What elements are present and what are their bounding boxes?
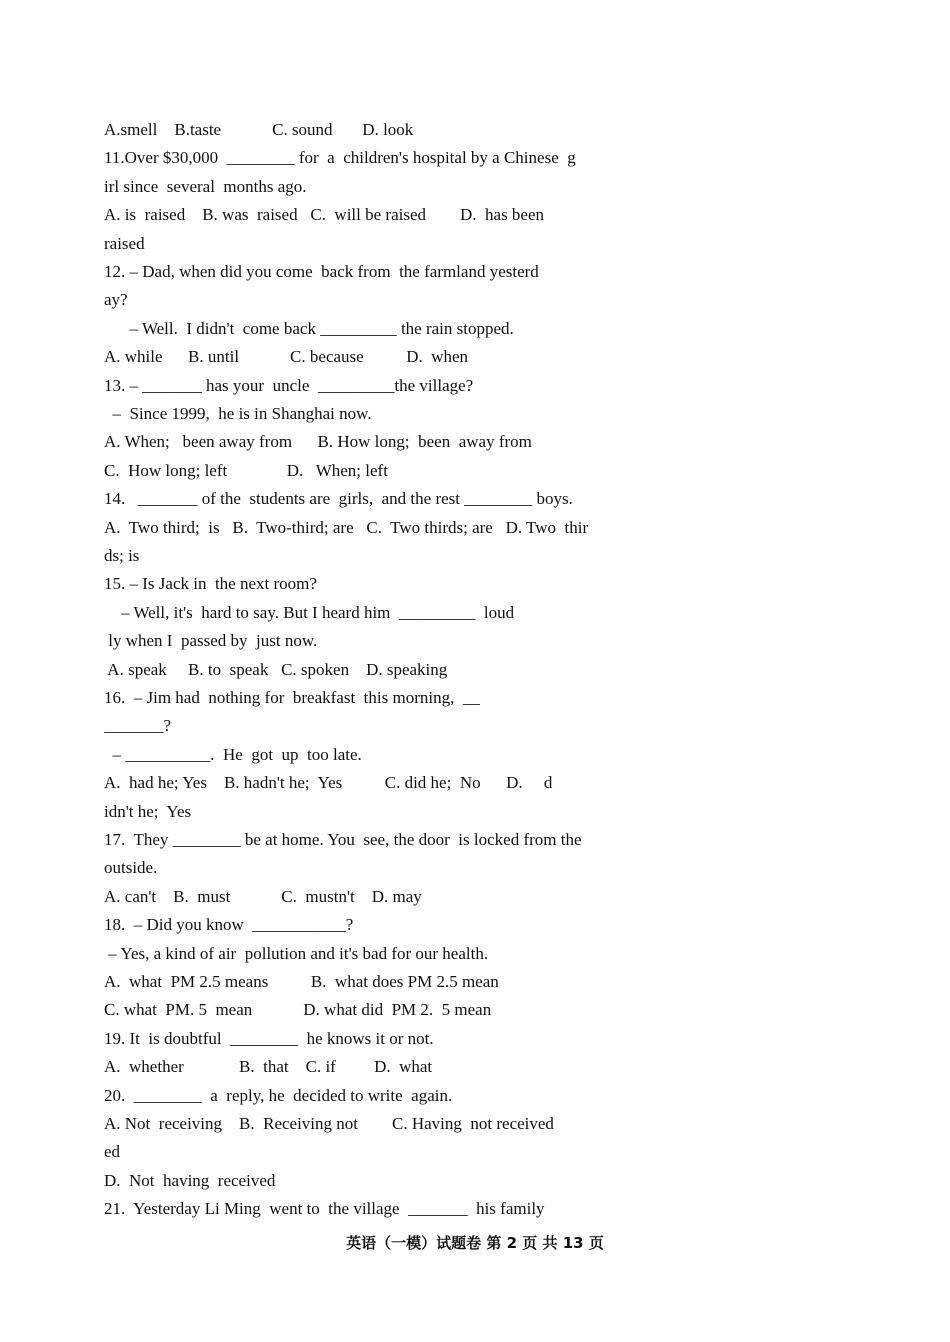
text-line: 16. – Jim had nothing for breakfast this morning, __ xyxy=(104,688,480,707)
text-line: 12. – Dad, when did you come back from the farmland yesterd xyxy=(104,262,539,281)
text-line: – Well, it's hard to say. But I heard him _________ loud xyxy=(104,602,515,622)
text-line: ay? xyxy=(104,290,128,310)
text-line: 18. – Did you know ___________? xyxy=(104,915,354,935)
text-line: A.smell B.taste C. sound D. look xyxy=(104,120,414,139)
text-line: – Well. I didn't come back _________ the rain stopped. xyxy=(104,318,514,338)
text-line: A. When; been away from B. How long; been away from xyxy=(104,432,532,452)
text-line: C. How long; left D. When; left xyxy=(104,460,388,480)
page-footer: 英语（一模）试题卷 第 2 页 共 13 页 xyxy=(346,1234,604,1252)
text-line: – Yes, a kind of air pollution and it's bad for our health. xyxy=(104,943,489,963)
text-line: ly when I passed by just now. xyxy=(104,631,318,651)
text-line: 11.Over $30,000 ________ for a children's hospital by a Chinese g xyxy=(104,148,576,168)
text-line: 21. Yesterday Li Ming went to the village _______ his family xyxy=(104,1199,545,1219)
text-line: A. is raised B. was raised C. will be raised D. has been xyxy=(104,205,545,225)
text-line: A. Two third; is B. Two-third; are C. Two thirds; are D. Two thir xyxy=(104,517,589,537)
text-line: – Since 1999, he is in Shanghai now. xyxy=(104,404,372,423)
text-line: A. speak B. to speak C. spoken D. speaking xyxy=(104,659,448,679)
text-line: C. what PM. 5 mean D. what did PM 2. 5 mean xyxy=(104,1000,492,1020)
text-line: 13. – _______ has your uncle _________the village? xyxy=(104,375,474,395)
text-line: 19. It is doubtful ________ he knows it or not. xyxy=(104,1028,434,1048)
text-line: A. whether B. that C. if D. what xyxy=(104,1057,433,1077)
text-line: A. Not receiving B. Receiving not C. Having not received xyxy=(104,1114,554,1133)
text-line: _______? xyxy=(104,716,172,736)
text-line: outside. xyxy=(104,858,158,878)
text-line: ds; is xyxy=(104,546,140,565)
text-line: D. Not having received xyxy=(104,1170,276,1190)
text-line: 14. _______ of the students are girls, and the rest ________ boys. xyxy=(104,489,573,509)
text-line: 15. – Is Jack in the next room? xyxy=(104,574,317,594)
text-line: A. can't B. must C. mustn't D. may xyxy=(104,886,422,906)
text-line: 17. They ________ be at home. You see, the door is locked from the xyxy=(104,830,582,849)
text-line: irl since several months ago. xyxy=(104,176,307,196)
text-line: 20. ________ a reply, he decided to write again. xyxy=(104,1085,453,1105)
text-line: A. had he; Yes B. hadn't he; Yes C. did he; No D. d xyxy=(104,773,553,793)
text-line: ed xyxy=(104,1142,121,1162)
text-line: – __________. He got up too late. xyxy=(104,744,362,764)
text-line: raised xyxy=(104,233,145,253)
text-line: A. while B. until C. because D. when xyxy=(104,347,469,367)
text-line: idn't he; Yes xyxy=(104,801,192,821)
text-line: A. what PM 2.5 means B. what does PM 2.5 mean xyxy=(104,972,499,991)
